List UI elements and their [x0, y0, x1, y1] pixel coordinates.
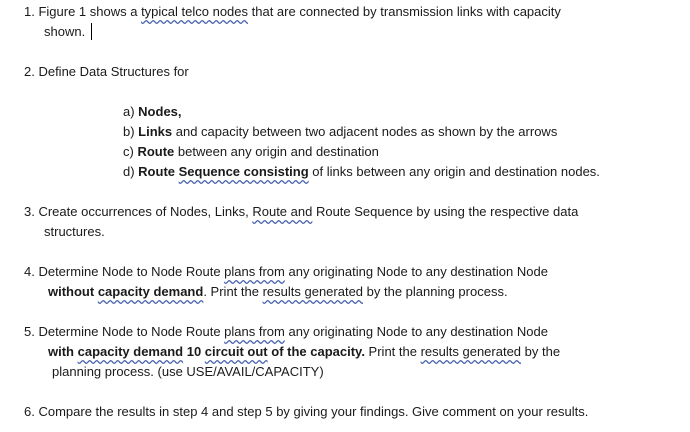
item-2-sub-d	[123, 163, 600, 181]
item-6-line-1	[24, 403, 588, 421]
sub-bold: Nodes,	[138, 104, 182, 119]
sub-label: d)	[123, 164, 139, 179]
spellcheck-phrase: capacity demand	[77, 344, 184, 359]
spellcheck-phrase: results generated	[262, 284, 364, 299]
spellcheck-phrase: Sequence consisting	[178, 164, 309, 179]
item-2-sub-b	[123, 123, 557, 141]
item-5-text: 5. Determine Node to Node Route	[24, 324, 225, 339]
spellcheck-phrase: plans from	[224, 324, 285, 339]
item-2-line-1	[24, 63, 189, 81]
spellcheck-phrase: typical telco nodes	[141, 4, 249, 19]
text-cursor	[91, 23, 92, 40]
item-5-bold: with	[48, 344, 78, 359]
item-3-line-2	[44, 223, 105, 241]
item-5-text: any originating Node to any destination Node	[284, 324, 548, 339]
sub-bold: Route	[138, 164, 179, 179]
item-1-text: 1. Figure 1 shows a	[24, 4, 142, 19]
sub-label: c)	[123, 144, 138, 159]
item-2-sub-a	[123, 103, 182, 121]
item-4-text: any originating Node to any destination Node	[284, 264, 548, 279]
item-1-line-2	[44, 23, 92, 41]
spellcheck-phrase: capacity demand	[97, 284, 204, 299]
sub-text: of links between any origin and destination nodes.	[308, 164, 600, 179]
sub-label: a)	[123, 104, 139, 119]
item-5-text: Print the	[364, 344, 421, 359]
item-2-text: 2. Define Data Structures for	[24, 64, 189, 79]
item-5-line-2	[48, 343, 560, 361]
sub-bold: Links	[138, 124, 173, 139]
item-4-text: 4. Determine Node to Node Route	[24, 264, 225, 279]
item-4-line-2	[48, 283, 508, 301]
spellcheck-phrase: circuit out	[204, 344, 268, 359]
spellcheck-phrase: plans from	[224, 264, 285, 279]
item-4-text: by the planning process.	[363, 284, 508, 299]
item-4-text: . Print the	[203, 284, 263, 299]
item-1-text: shown.	[44, 24, 86, 39]
item-3-line-1	[24, 203, 578, 221]
item-4-bold: without	[48, 284, 98, 299]
item-5-text: by the	[521, 344, 561, 359]
sub-bold: Route	[137, 144, 175, 159]
item-6-text: 6. Compare the results in step 4 and step 5 by giving your findings. Give comment on your results.	[24, 404, 589, 419]
item-3-text: Route Sequence by using the respective data	[312, 204, 579, 219]
item-4-line-1	[24, 263, 548, 281]
item-5-line-1	[24, 323, 548, 341]
item-3-text: 3. Create occurrences of Nodes, Links,	[24, 204, 253, 219]
item-2-sub-c	[123, 143, 379, 161]
sub-text: and capacity between two adjacent nodes as shown by the arrows	[172, 124, 558, 139]
item-5-text: planning process. (use USE/AVAIL/CAPACITY)	[52, 364, 324, 379]
sub-text: between any origin and destination	[174, 144, 379, 159]
item-1-line-1	[24, 3, 561, 21]
spellcheck-phrase: Route and	[252, 204, 313, 219]
item-3-text: structures.	[44, 224, 105, 239]
item-5-line-3	[52, 363, 324, 381]
sub-label: b)	[123, 124, 139, 139]
item-1-text: that are connected by transmission links with capacity	[248, 4, 561, 19]
item-5-bold: 10	[183, 344, 205, 359]
spellcheck-phrase: results generated	[420, 344, 522, 359]
item-5-bold: of the capacity.	[267, 344, 365, 359]
